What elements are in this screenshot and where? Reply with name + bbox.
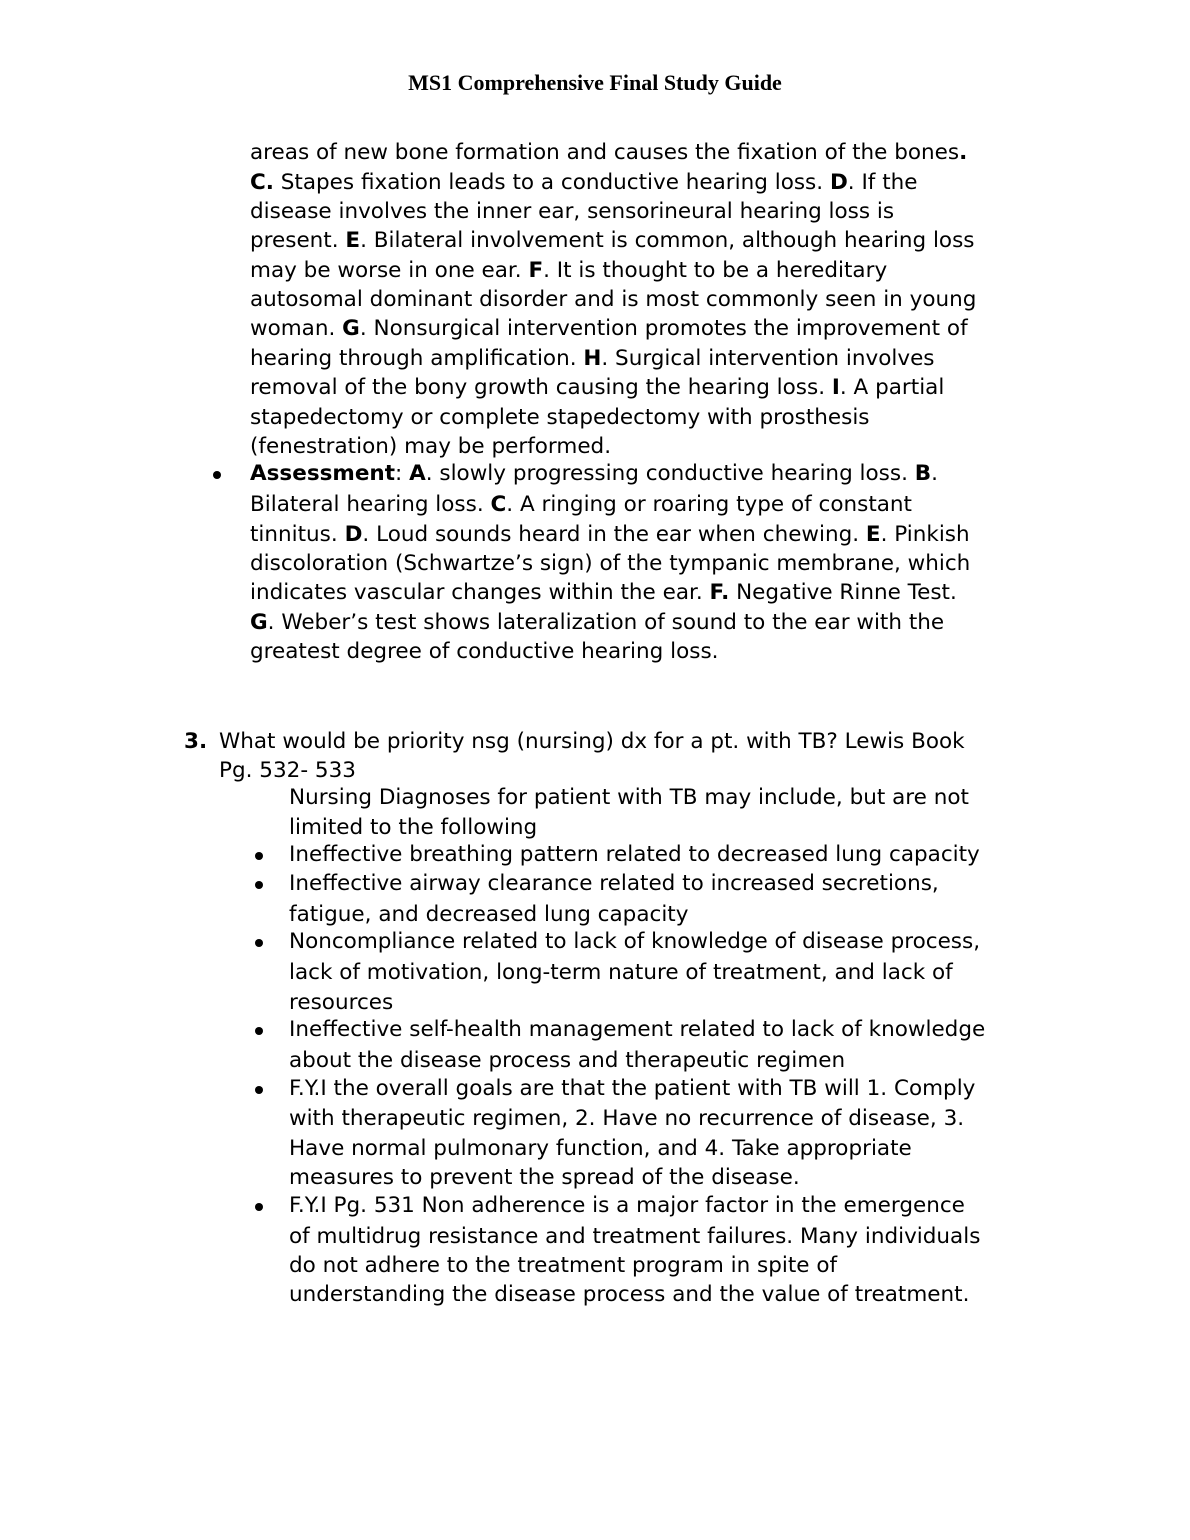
assessment-line [250, 490, 912, 519]
text-run: Ineffective airway clearance related to increased secretions, [289, 871, 939, 896]
paragraph-line [250, 138, 967, 167]
bold-label: C. [250, 170, 274, 195]
bold-label: D [829, 170, 848, 195]
bold-label: F. [709, 580, 730, 605]
bullet-icon [255, 1027, 263, 1035]
text-run: about the disease process and therapeutic regimen [289, 1048, 846, 1073]
text-run: : [394, 461, 410, 486]
text-run: indicates vascular changes within the ear. [250, 580, 710, 605]
text-run: discoloration (Schwartze’s sign) of the tympanic membrane, which [250, 551, 971, 576]
text-run: F.Y.I the overall goals are that the patient with TB will 1. Comply [289, 1076, 976, 1101]
diagnosis-item-line [289, 1134, 912, 1163]
intro-line [289, 813, 537, 842]
assessment-line [250, 459, 938, 488]
bold-label: F [528, 258, 544, 283]
text-run: fatigue, and decreased lung capacity [289, 902, 689, 927]
question-line [219, 756, 356, 785]
paragraph-line [250, 168, 918, 197]
text-run: . Loud sounds heard in the ear when chewing. [362, 522, 866, 547]
text-run: . A partial [839, 375, 945, 400]
diagnosis-item-line [289, 1280, 969, 1309]
bold-label: E [345, 228, 361, 253]
text-run: . If the [847, 170, 918, 195]
bold-label: B [914, 461, 932, 486]
text-run: removal of the bony growth causing the hearing loss. [250, 375, 832, 400]
text-run: limited to the following [289, 815, 538, 840]
paragraph-line [250, 197, 894, 226]
intro-line [289, 783, 969, 812]
assessment-line [250, 637, 718, 666]
text-run: lack of motivation, long-term nature of treatment, and lack of [289, 960, 953, 985]
diagnosis-item-line [289, 927, 980, 956]
text-run: Ineffective self-health management related to lack of knowledge [289, 1017, 986, 1042]
paragraph-line [250, 256, 887, 285]
diagnosis-item-line [289, 900, 688, 929]
bullet-icon [255, 852, 263, 860]
diagnosis-item-line [289, 1222, 980, 1251]
text-run: . Bilateral involvement is common, although hearing loss [360, 228, 975, 253]
text-run: (fenestration) may be performed. [250, 434, 612, 459]
question-number: 3. [184, 729, 208, 754]
text-run: Ineffective breathing pattern related to decreased lung capacity [289, 842, 980, 867]
text-run: may be worse in one ear. [250, 258, 529, 283]
bullet-icon [213, 471, 221, 479]
text-run: Pg. 532- 533 [219, 758, 356, 783]
text-run: measures to prevent the spread of the disease. [289, 1165, 800, 1190]
bullet-icon [255, 939, 263, 947]
text-run: Negative Rinne Test. [729, 580, 957, 605]
paragraph-line [250, 314, 968, 343]
diagnosis-item-line [289, 869, 939, 898]
assessment-line [250, 578, 957, 607]
text-run: . [931, 461, 938, 486]
diagnosis-item-line [289, 840, 980, 869]
diagnosis-item-line [289, 1251, 837, 1280]
text-run: What would be priority nsg (nursing) dx for a pt. with TB? Lewis Book [219, 729, 965, 754]
paragraph-line [250, 226, 974, 255]
paragraph-line [250, 373, 944, 402]
diagnosis-item-line [289, 988, 393, 1017]
text-run: stapedectomy or complete stapedectomy with prosthesis [250, 405, 870, 430]
diagnosis-item-line [289, 1046, 845, 1075]
text-run: . It is thought to be a hereditary [543, 258, 888, 283]
text-run: with therapeutic regimen, 2. Have no recurrence of disease, 3. [289, 1106, 965, 1131]
bold-label: G [250, 610, 268, 635]
bold-label: Assessment [250, 461, 395, 486]
text-run: resources [289, 990, 394, 1015]
bold-label: E [865, 522, 881, 547]
bold-label: G [342, 316, 360, 341]
paragraph-line [250, 432, 611, 461]
bold-label: I [831, 375, 840, 400]
text-run: Bilateral hearing loss. [250, 492, 491, 517]
bold-label: A [409, 461, 426, 486]
text-run: understanding the disease process and the value of treatment. [289, 1282, 970, 1307]
diagnosis-item-line [289, 958, 953, 987]
bold-label: . [959, 140, 968, 165]
assessment-line [250, 608, 944, 637]
bullet-icon [255, 1203, 263, 1211]
diagnosis-item-line [289, 1015, 985, 1044]
bullet-icon [255, 881, 263, 889]
bold-label: H [583, 346, 602, 371]
text-run: . A ringing or roaring type of constant [506, 492, 912, 517]
diagnosis-item-line [289, 1104, 964, 1133]
assessment-line [250, 549, 970, 578]
text-run: greatest degree of conductive hearing loss. [250, 639, 719, 664]
bold-label: C [490, 492, 507, 517]
text-run: Noncompliance related to lack of knowledge of disease process, [289, 929, 981, 954]
text-run: . Weber’s test shows lateralization of sound to the ear with the [267, 610, 945, 635]
text-run: . Pinkish [880, 522, 970, 547]
text-run: Have normal pulmonary function, and 4. Take appropriate [289, 1136, 912, 1161]
text-run: woman. [250, 316, 343, 341]
text-run: present. [250, 228, 346, 253]
text-run: . Nonsurgical intervention promotes the improvement of [359, 316, 968, 341]
diagnosis-item-line [289, 1191, 965, 1220]
text-run: disease involves the inner ear, sensorineural hearing loss is [250, 199, 895, 224]
text-run: do not adhere to the treatment program in spite of [289, 1253, 838, 1278]
text-run: . Surgical intervention involves [601, 346, 935, 371]
assessment-line [250, 520, 970, 549]
text-run: tinnitus. [250, 522, 345, 547]
text-run: areas of new bone formation and causes the fixation of the bones [250, 140, 960, 165]
bullet-icon [255, 1086, 263, 1094]
text-run: autosomal dominant disorder and is most commonly seen in young [250, 287, 977, 312]
text-run: . slowly progressing conductive hearing loss. [425, 461, 915, 486]
text-run: of multidrug resistance and treatment failures. Many individuals [289, 1224, 981, 1249]
diagnosis-item-line [289, 1074, 975, 1103]
bold-label: D [344, 522, 363, 547]
diagnosis-item-line [289, 1163, 800, 1192]
paragraph-line [250, 344, 935, 373]
text-run: hearing through amplification. [250, 346, 584, 371]
text-run: Nursing Diagnoses for patient with TB may include, but are not [289, 785, 969, 810]
question-line [219, 727, 965, 756]
text-run: Stapes fixation leads to a conductive hearing loss. [273, 170, 830, 195]
paragraph-line [250, 403, 870, 432]
page-header-title: MS1 Comprehensive Final Study Guide [408, 70, 782, 95]
paragraph-line [250, 285, 976, 314]
text-run: F.Y.I Pg. 531 Non adherence is a major factor in the emergence [289, 1193, 965, 1218]
